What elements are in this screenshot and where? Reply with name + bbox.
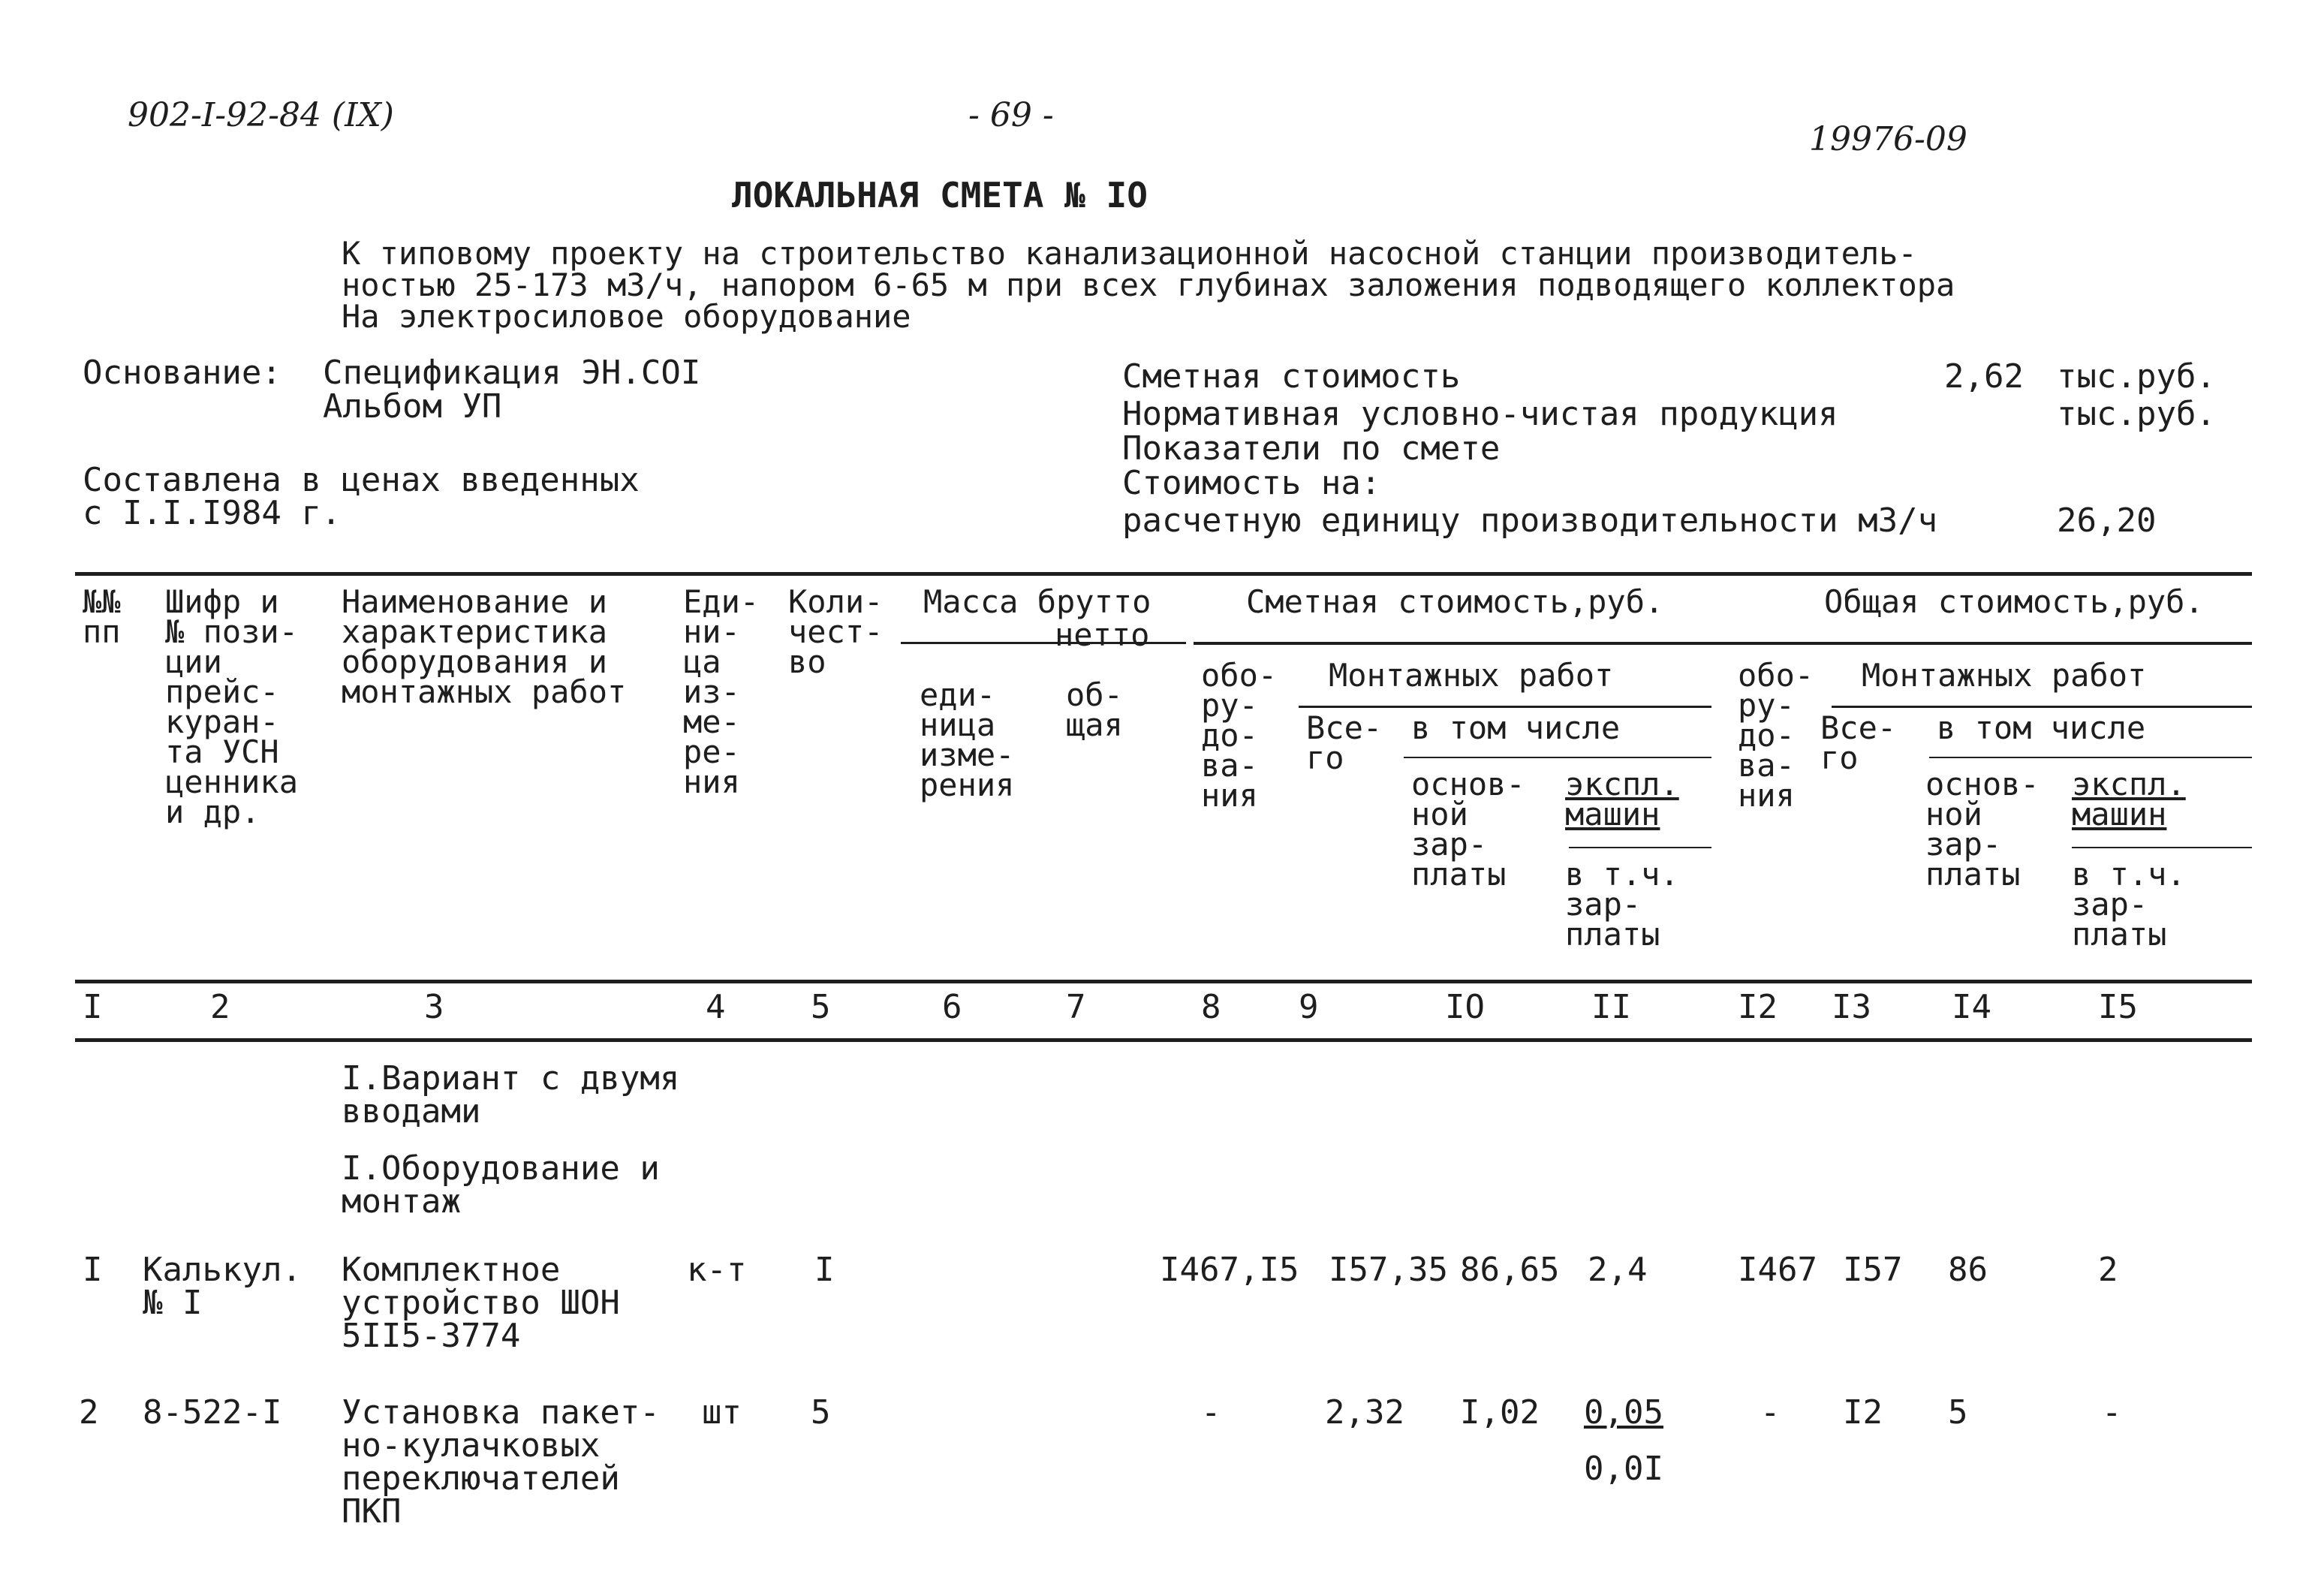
col-number: 4 [706, 988, 726, 1026]
row-2-code: 8-522-I [143, 1393, 282, 1432]
row-2-unit: шт [702, 1393, 742, 1432]
col-header-incl-2: в том числе [1937, 709, 2146, 746]
estimated-cost-unit: тыс.руб. [2057, 357, 2216, 396]
row-2-wage: I,02 [1460, 1393, 1540, 1432]
row-1-unit: к-т [687, 1251, 747, 1289]
col-header-t-equip: обо- ру- до- ва- ния [1738, 657, 1814, 814]
col-number: 2 [210, 988, 230, 1026]
row-1-t-total: I57 [1843, 1251, 1903, 1289]
cost-on-label: Стоимость на: [1122, 464, 1381, 502]
normative-unit: тыс.руб. [2057, 395, 2216, 433]
basis-spec: Спецификация ЭН.COI [323, 354, 701, 392]
col-header-t-wage: основ- ной зар- платы [1925, 766, 2040, 893]
normative-label: Нормативная условно-чистая продукция [1122, 395, 1838, 433]
estimate-title: ЛОКАЛЬНАЯ СМЕТА № IO [732, 175, 1148, 215]
col-number: I [83, 988, 103, 1026]
col-header-code: Шифр и № пози- ции прейс- куран- та УСН ценника и др. [165, 583, 299, 830]
col-number: 6 [942, 988, 962, 1026]
row-1-equip: I467,I5 [1160, 1251, 1299, 1289]
incl-rule-2 [1929, 757, 2252, 758]
cost-group-rule [1194, 642, 2252, 645]
row-2-t-wage: 5 [1948, 1393, 1968, 1432]
col-header-qty: Коли- чест- во [788, 583, 884, 680]
col-numbers-rule [75, 1038, 2252, 1042]
col-header-t-mach-wage: в т.ч. зар- платы [2072, 856, 2186, 953]
row-1-name: Комплектное устройство ШОН 5II5-3774 [342, 1251, 620, 1355]
mach-rule-1 [1569, 847, 1711, 848]
document-code: 902-I-92-84 (IX) [128, 96, 394, 134]
row-1-t-equip: I467 [1738, 1251, 1817, 1289]
row-2-t-mach: - [2102, 1393, 2122, 1432]
indicators-label: Показатели по смете [1122, 429, 1501, 468]
compiled-line-2: с I.I.I984 г. [83, 494, 342, 532]
estimated-cost-label: Сметная стоимость [1122, 357, 1461, 396]
col-number: 3 [424, 988, 444, 1026]
col-header-mont-total: Все- го [1306, 709, 1383, 776]
row-2-name: Установка пакет- но-кулачковых переключателей ПКП [342, 1393, 660, 1531]
col-number: 7 [1066, 988, 1086, 1026]
section-variant: I.Вариант с двумя вводами [342, 1059, 680, 1131]
col-header-mont-group-2: Монтажных работ [1862, 657, 2147, 694]
table-top-rule [75, 572, 2252, 576]
col-header-mass-unit: еди- ница изме- рения [920, 676, 1015, 803]
row-1-t-wage: 86 [1948, 1251, 1988, 1289]
col-header-equip: обо- ру- до- ва- ния [1201, 657, 1278, 814]
col-number: I5 [2098, 988, 2138, 1026]
col-number: IO [1445, 988, 1485, 1026]
col-number: 5 [811, 988, 831, 1026]
row-1-mont-total: I57,35 [1329, 1251, 1448, 1289]
col-number: I2 [1738, 988, 1778, 1026]
col-header-num: №№ пп [83, 583, 121, 650]
incl-rule-1 [1404, 757, 1711, 758]
col-header-t-mach: экспл. машин [2072, 766, 2186, 833]
row-1-num: I [83, 1251, 103, 1289]
section-equipment: I.Оборудование и монтаж [342, 1149, 660, 1221]
estimated-cost-value: 2,62 [1944, 357, 2024, 396]
col-number: I3 [1832, 988, 1871, 1026]
col-header-mass-group: Масса брутто [923, 583, 1151, 620]
col-number: 8 [1201, 988, 1221, 1026]
col-header-t-mont-total: Все- го [1820, 709, 1897, 776]
description-line-3: На электросиловое оборудование [342, 298, 911, 335]
row-2-mach: 0,05 [1584, 1393, 1663, 1432]
row-2-t-total: I2 [1843, 1393, 1883, 1432]
col-number: I4 [1952, 988, 1991, 1026]
mont-rule-2 [1832, 706, 2252, 708]
description-line-2: ностью 25-173 м3/ч, напором 6-65 м при всех глубинах заложения подводящего коллектора [342, 267, 1955, 303]
basis-label: Основание: [83, 354, 281, 392]
row-1-wage: 86,65 [1460, 1251, 1560, 1289]
row-1-mach: 2,4 [1588, 1251, 1648, 1289]
col-header-unit: Еди- ни- ца из- ме- ре- ния [683, 583, 760, 800]
mont-rule-1 [1299, 706, 1711, 708]
per-unit-value: 26,20 [2057, 501, 2157, 540]
row-1-code: Калькул. № I [143, 1251, 302, 1322]
col-header-total-group: Общая стоимость,руб. [1824, 583, 2204, 620]
mach-rule-2 [2072, 847, 2252, 848]
page-number: - 69 - [968, 96, 1054, 134]
row-2-t-equip: - [1760, 1393, 1781, 1432]
row-2-equip: - [1201, 1393, 1221, 1432]
col-header-name: Наименование и характеристика оборудования и монтажных работ [342, 583, 627, 710]
row-2-qty: 5 [811, 1393, 831, 1432]
col-header-mach: экспл. машин [1565, 766, 1679, 833]
col-header-mach-wage: в т.ч. зар- платы [1565, 856, 1679, 953]
row-2-mach-wage: 0,0I [1584, 1450, 1663, 1488]
row-2-num: 2 [79, 1393, 99, 1432]
col-header-mont-group: Монтажных работ [1329, 657, 1614, 694]
col-header-incl: в том числе [1411, 709, 1621, 746]
col-header-wage: основ- ной зар- платы [1411, 766, 1525, 893]
archive-number: 19976-09 [1809, 120, 1967, 158]
col-header-mass-netto: нетто [1055, 616, 1150, 653]
row-1-t-mach: 2 [2098, 1251, 2118, 1289]
row-2-mont-total: 2,32 [1325, 1393, 1404, 1432]
compiled-line-1: Составлена в ценах введенных [83, 461, 640, 499]
per-unit-label: расчетную единицу производительности м3/ч [1122, 501, 1938, 540]
description-line-1: К типовому проекту на строительство канализационной насосной станции производитель- [342, 235, 1917, 272]
col-number: 9 [1299, 988, 1319, 1026]
basis-album: Альбом УП [323, 387, 502, 426]
col-header-mass-total: об- щая [1066, 676, 1123, 743]
col-header-est-group: Сметная стоимость,руб. [1246, 583, 1664, 620]
header-bottom-rule [75, 980, 2252, 983]
col-number: II [1591, 988, 1631, 1026]
row-1-qty: I [814, 1251, 835, 1289]
